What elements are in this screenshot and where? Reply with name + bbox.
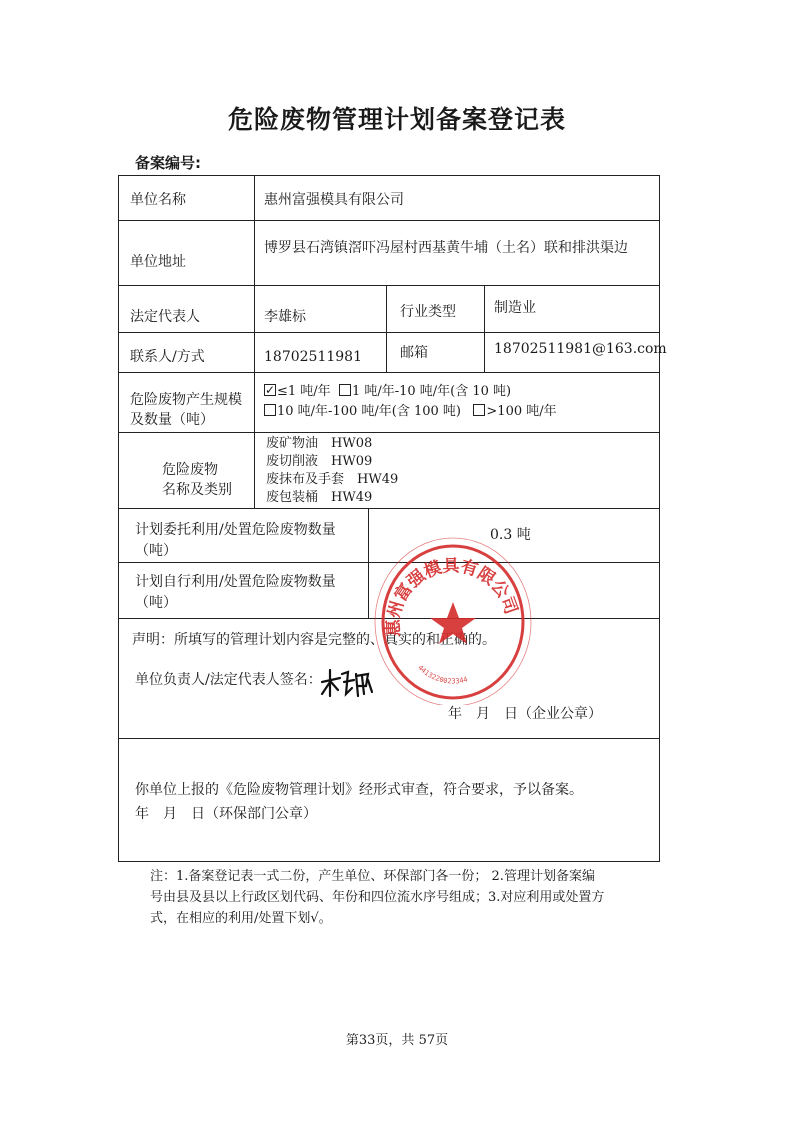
column-divider [386, 285, 387, 372]
waste-list [266, 435, 398, 507]
waste-item: 废切削液 HW09 [266, 454, 373, 469]
waste-item: 废抹布及手套 HW49 [266, 472, 399, 487]
email-label: 邮箱 [400, 345, 428, 361]
svg-text:4413220023344 [416, 664, 468, 686]
column-divider [368, 508, 369, 618]
address-value: 博罗县石湾镇滘吓冯屋村西基黄牛埔（土名）联和排洪渠边 [264, 240, 628, 256]
checkbox[interactable] [264, 404, 276, 416]
declaration-statement: 声明：所填写的管理计划内容是完整的、真实的和正确的。 [132, 632, 496, 648]
seal-text: 惠州富强模具有限公司 [383, 556, 521, 637]
contact-label: 联系人/方式 [130, 349, 205, 365]
unit-name-value: 惠州富强模具有限公司 [264, 192, 404, 208]
approval-seal-date: 年 月 日（环保部门公章） [135, 806, 317, 822]
approval-text: 你单位上报的《危险废物管理计划》经形式审查，符合要求，予以备案。 [135, 782, 583, 798]
scale-options-line2 [264, 402, 557, 422]
entrust-value: 0.3 吨 [490, 527, 531, 543]
row-divider [118, 332, 660, 333]
scale-label-unit: 及数量（吨） [130, 412, 214, 428]
scale-option-3: 10 吨/年-100 吨/年(含 100 吨) [277, 404, 461, 419]
entrust-label: 计划委托利用/处置危险废物数量 [135, 522, 336, 538]
self-label-unit: （吨） [135, 595, 177, 611]
checkbox-checked[interactable] [264, 384, 276, 396]
waste-label-category: 名称及类别 [162, 482, 232, 498]
page-title: 危险废物管理计划备案登记表 [227, 105, 566, 134]
footnote-line: 号由县及县以上行政区划代码、年份和四位流水序号组成；3.对应利用或处置方 [150, 890, 605, 905]
legal-rep-value: 李雄标 [264, 309, 306, 325]
row-divider [118, 508, 660, 509]
scale-label: 危险废物产生规模 [130, 392, 242, 408]
waste-item: 废矿物油 HW08 [266, 436, 373, 451]
waste-item: 废包装桶 HW49 [266, 490, 373, 505]
industry-value: 制造业 [494, 300, 536, 316]
signature-label: 单位负责人/法定代表人签名： [135, 672, 322, 688]
checkbox[interactable] [339, 384, 351, 396]
address-label: 单位地址 [130, 254, 186, 270]
column-divider [254, 175, 255, 508]
footnote [150, 866, 650, 929]
scale-options-line1 [264, 382, 511, 402]
legal-rep-label: 法定代表人 [130, 309, 200, 325]
scale-option-1: ≤1 吨/年 [277, 384, 331, 399]
footnote-line: 式，在相应的利用/处置下划√。 [150, 911, 332, 926]
registration-table [118, 175, 660, 862]
row-divider [118, 285, 660, 286]
enterprise-seal-date: 年 月 日（企业公章） [448, 706, 602, 722]
company-seal [373, 530, 533, 705]
contact-value: 18702511981 [264, 349, 362, 365]
row-divider [118, 738, 660, 739]
footnote-line: 注：1.备案登记表一式二份，产生单位、环保部门各一份； 2.管理计划备案编 [150, 869, 595, 884]
row-divider [118, 432, 660, 433]
scale-option-2: 1 吨/年-10 吨/年(含 10 吨) [351, 384, 512, 399]
row-divider [118, 220, 660, 221]
seal-number: 4413220023344 [416, 663, 469, 686]
registration-number-label: 备案编号: [135, 154, 201, 172]
scale-option-4: >100 吨/年 [486, 404, 557, 419]
row-divider [118, 372, 660, 373]
handwritten-signature [318, 664, 376, 704]
waste-label: 危险废物 [162, 462, 218, 478]
email-value: 18702511981@163.com [494, 341, 667, 357]
checkbox[interactable] [473, 404, 485, 416]
entrust-label-unit: （吨） [135, 543, 177, 559]
column-divider [484, 285, 485, 372]
industry-label: 行业类型 [400, 304, 456, 320]
self-label: 计划自行利用/处置危险废物数量 [135, 574, 336, 590]
unit-name-label: 单位名称 [130, 192, 186, 208]
page-number: 第33页，共 57页 [345, 1033, 449, 1048]
